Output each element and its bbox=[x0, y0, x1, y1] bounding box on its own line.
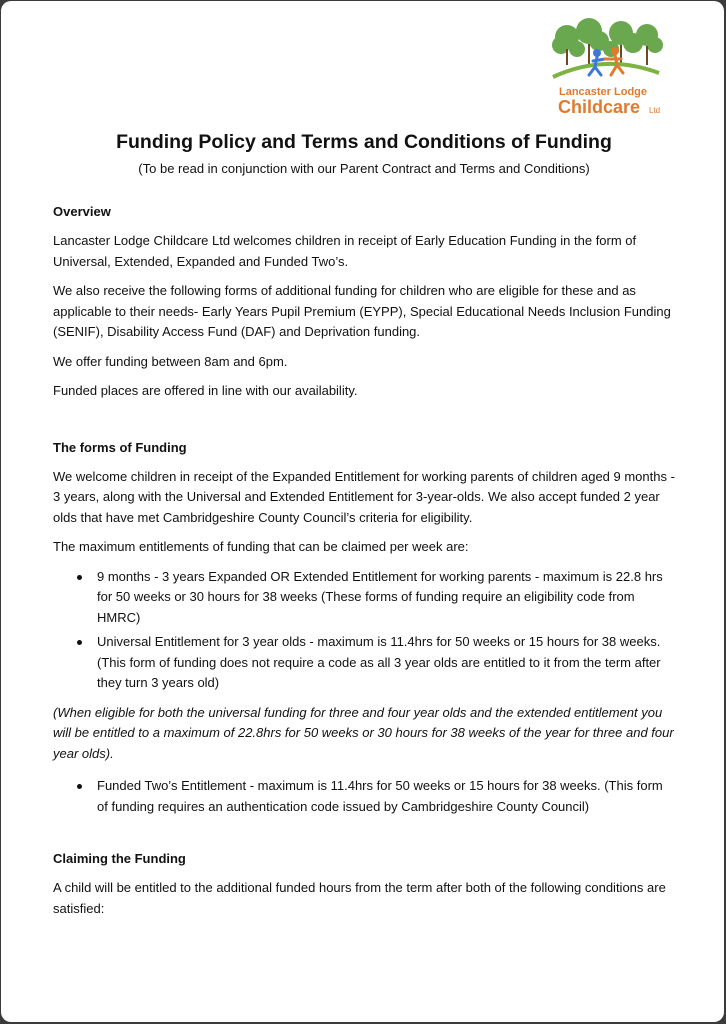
bullet-icon bbox=[77, 640, 82, 645]
list-item bbox=[53, 776, 675, 817]
logo-line3: Ltd bbox=[649, 106, 661, 115]
overview-paragraph: We offer funding between 8am and 6pm. bbox=[53, 353, 288, 369]
claiming-paragraph: A child will be entitled to the additional funded hours from the term after both of the following conditions are satisfied: bbox=[53, 880, 666, 916]
forms-heading: The forms of Funding bbox=[53, 439, 187, 455]
document-page bbox=[1, 1, 724, 1022]
overview-paragraph: Lancaster Lodge Childcare Ltd welcomes children in receipt of Early Education Funding in the form of Universal, Extended, Expanded and Funded Two’s. bbox=[53, 233, 637, 269]
bullet-icon bbox=[77, 575, 82, 580]
document-body bbox=[53, 129, 675, 919]
list-item bbox=[53, 632, 675, 694]
forms-paragraph: We welcome children in receipt of the Expanded Entitlement for working parents of children aged 9 months - 3 years, along with the Universal and Extended Entitlement for 3-year-olds. We also accept funded 2 year olds that have met Cambridgeshire County Council’s criteria for eligibility. bbox=[53, 468, 675, 525]
overview-paragraph: We also receive the following forms of additional funding for children who are eligible for these and as applicable to their needs- Early Years Pupil Premium (EYPP), Special Educational Needs Inclusion Funding (SENIF), Disability Access Fund (DAF) and Deprivation funding. bbox=[53, 283, 671, 339]
entitlement-list bbox=[53, 567, 675, 694]
claiming-heading: Claiming the Funding bbox=[53, 851, 186, 866]
list-item bbox=[53, 567, 675, 629]
overview-heading: Overview bbox=[53, 204, 111, 219]
bullet-icon bbox=[77, 784, 82, 789]
list-item-text: Universal Entitlement for 3 year olds - maximum is 11.4hrs for 50 weeks or 15 hours for 38 weeks. (This form of funding does not require a code as all 3 year olds are entitled to it from the term after they turn 3 years old) bbox=[97, 634, 661, 690]
forms-paragraph: The maximum entitlements of funding that can be claimed per week are: bbox=[53, 539, 469, 554]
overview-paragraph: Funded places are offered in line with our availability. bbox=[53, 383, 358, 398]
page-subtitle: (To be read in conjunction with our Parent Contract and Terms and Conditions) bbox=[138, 161, 590, 176]
entitlement-note: (When eligible for both the universal funding for three and four year olds and the extended entitlement you will be entitled to a maximum of 22.8hrs for 50 weeks or 30 hours for 38 weeks of the year for three and four year olds). bbox=[53, 704, 674, 761]
list-item-text: Funded Two’s Entitlement - maximum is 11.4hrs for 50 weeks or 15 hours for 38 weeks. (This form of funding requires an authentication code issued by Cambridgeshire County Council) bbox=[97, 778, 663, 814]
entitlement-list bbox=[53, 776, 675, 817]
logo-line1: Lancaster Lodge bbox=[558, 86, 648, 98]
list-item-text: 9 months - 3 years Expanded OR Extended Entitlement for working parents - maximum is 22.8 hrs for 50 weeks or 30 hours for 38 weeks (These forms of funding require an eligibility code from HMRC) bbox=[97, 568, 663, 625]
logo-graphic bbox=[547, 15, 665, 123]
logo-line2: Childcare bbox=[557, 97, 641, 117]
page-title: Funding Policy and Terms and Conditions of Funding bbox=[116, 131, 612, 153]
company-logo bbox=[547, 15, 665, 123]
